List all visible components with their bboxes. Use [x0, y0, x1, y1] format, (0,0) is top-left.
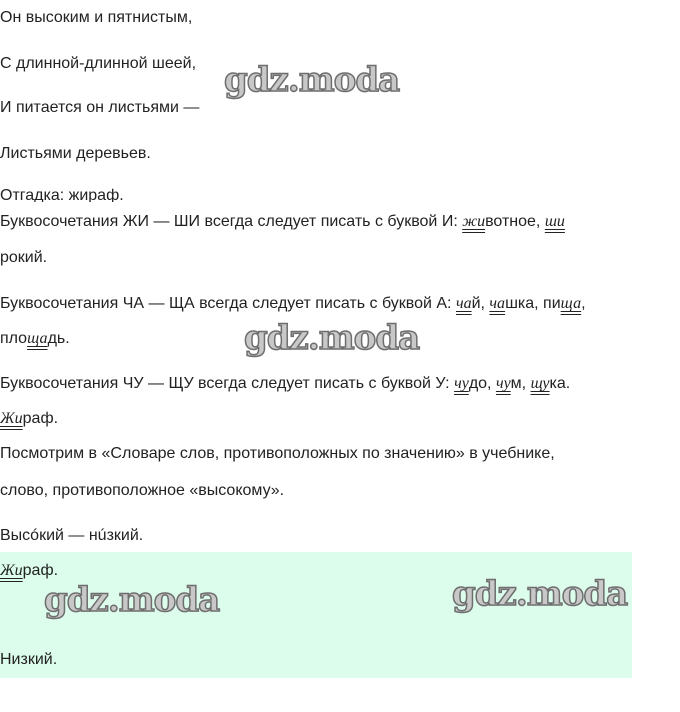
answer-low: Низкий. — [0, 651, 58, 668]
rule-text: Буквосочетания ЖИ — ШИ всегда следует писать с буквой И: — [0, 213, 463, 230]
example-rest: , — [581, 295, 586, 312]
poem-line-1: Он высоким и пятнистым, — [0, 9, 193, 26]
example-syllable: ши — [544, 213, 565, 230]
watermark: gdz.moda — [224, 60, 400, 100]
example-rest: шка, пи — [505, 295, 561, 312]
watermark: gdz.moda — [244, 318, 420, 358]
rule-cha-shcha-cont — [0, 329, 70, 349]
example-syllable: чу — [454, 375, 469, 392]
poem-line-4: Листьями деревьев. — [0, 145, 151, 162]
dictionary-line-2: слово, противоположное «высокому». — [0, 482, 285, 499]
example-syllable: ча — [489, 295, 506, 312]
example-rest: ка. — [549, 375, 571, 392]
example-rest: дь. — [47, 330, 70, 347]
rule-zhi-shi — [0, 212, 565, 232]
poem-line-2: С длинной-длинной шеей, — [0, 55, 197, 72]
example-rest: раф. — [22, 410, 59, 427]
antonym-pair: Высóкий — нúзкий. — [0, 527, 144, 544]
example-syllable: ща — [27, 330, 48, 347]
example-syllable: Жи — [0, 562, 23, 579]
example-rest: м, — [510, 375, 531, 392]
rule-text: Буквосочетания ЧА — ЩА всегда следует писать с буквой А: — [0, 295, 456, 312]
rule-text: Буквосочетания ЧУ — ЩУ всегда следует писать с буквой У: — [0, 375, 455, 392]
example-syllable: щу — [530, 375, 550, 392]
rule-zhi-shi-cont: рокий. — [0, 249, 48, 266]
example-rest: вотное, — [485, 213, 545, 230]
example-syllable: жи — [462, 213, 486, 230]
rule-chu-shchu — [0, 374, 570, 394]
example-rest: й, — [471, 295, 490, 312]
example-rest: раф. — [22, 562, 59, 579]
example-syllable: чу — [495, 375, 511, 392]
example-rest: пло — [0, 330, 28, 347]
example-syllable: ща — [560, 295, 582, 312]
watermark: gdz.moda — [44, 580, 220, 620]
poem-line-3: И питается он листьями — — [0, 99, 200, 116]
answer-giraffe-2 — [0, 561, 58, 581]
riddle-answer: Отгадка: жираф. — [0, 187, 124, 202]
example-syllable: ча — [455, 295, 472, 312]
answer-giraffe-1 — [0, 409, 58, 429]
example-syllable: Жи — [0, 410, 23, 427]
example-rest: до, — [468, 375, 496, 392]
dictionary-line-1: Посмотрим в «Словаре слов, противоположных по значению» в учебнике, — [0, 445, 555, 462]
rule-cha-shcha — [0, 294, 586, 314]
watermark: gdz.moda — [452, 574, 628, 614]
